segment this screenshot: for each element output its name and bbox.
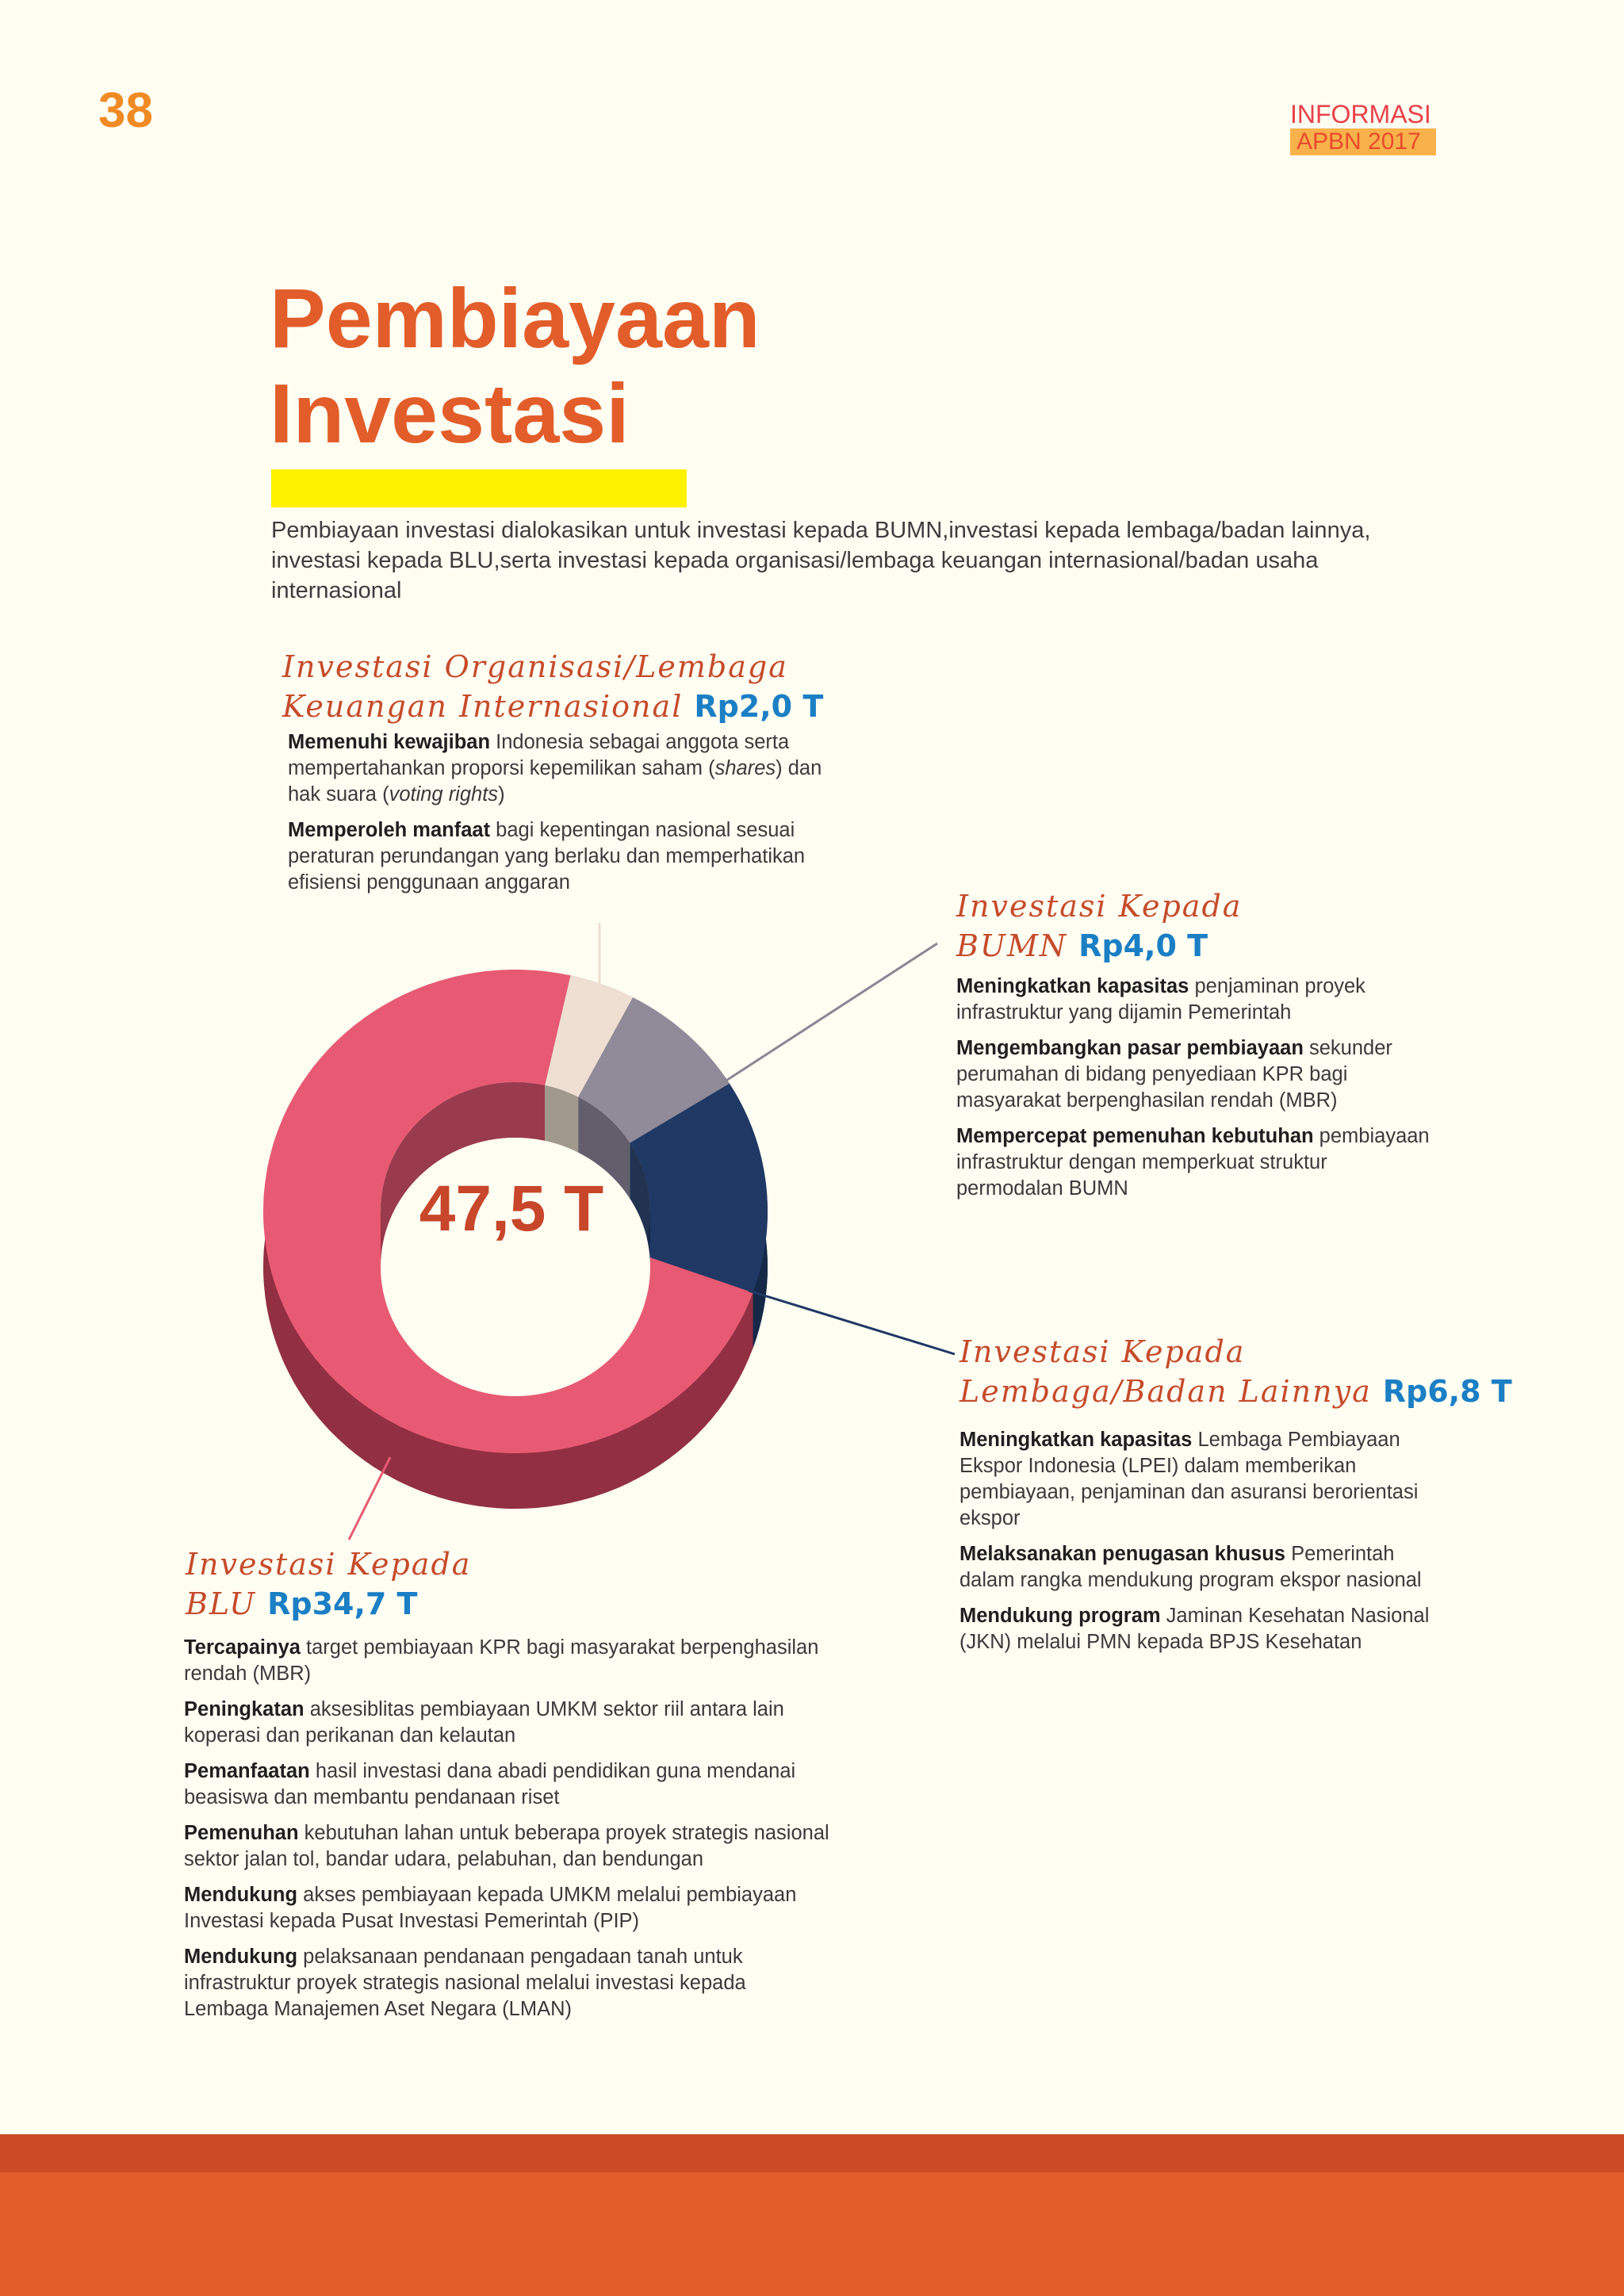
bullet-text: penjaminan proyek infrastruktur yang dijamin Pemerintah xyxy=(956,975,1365,1024)
chart-total-label: 47,5 T xyxy=(419,1173,604,1245)
amount-bumn: Rp4,0 T xyxy=(1078,928,1208,963)
bullet-text: aksesiblitas pembiayaan UMKM sektor riil antara lain koperasi dan perikanan dan kelautan xyxy=(184,1698,784,1747)
bullet-bold: Mempercepat pemenuhan kebutuhan xyxy=(956,1125,1314,1147)
bullet-text: Jaminan Kesehatan Nasional (JKN) melalui PMN kepada BPJS Kesehatan xyxy=(959,1605,1430,1653)
bullet-bold: Mengembangkan pasar pembiayaan xyxy=(956,1037,1304,1059)
bullet-text: pelaksanaan pendanaan pengadaan tanah untuk infrastruktur proyek strategis nasional melalui investasi kepada Lembaga Manajemen Aset Negara (LMAN) xyxy=(184,1946,746,2020)
bullet-text: akses pembiayaan kepada UMKM melalui pembiayaan Investasi kepada Pusat Investasi Pemerintah (PIP) xyxy=(184,1884,797,1932)
bullet-bold: Pemanfaatan xyxy=(184,1760,310,1782)
bullet-italic: shares xyxy=(714,757,776,779)
title-line-2: Investasi xyxy=(270,367,630,461)
bullet-text: Indonesia sebagai anggota serta mempertahankan proporsi kepemilikan saham ( xyxy=(288,731,790,779)
leader-line-bumn xyxy=(720,943,937,1085)
section-title-internasional-line-1: Investasi Organisasi/Lembaga xyxy=(282,649,788,684)
bullet-bold: Peningkatan xyxy=(184,1698,304,1720)
bullet-bold: Meningkatkan kapasitas xyxy=(956,975,1189,997)
bullet-bold: Mendukung program xyxy=(959,1605,1161,1627)
intro-paragraph: Pembiayaan investasi dialokasikan untuk investasi kepada BUMN,investasi kepada lembaga/badan lainnya, investasi kepada BLU,serta investasi kepada organisasi/lembaga keuangan internasional/badan usaha internasional xyxy=(271,518,1371,603)
leader-line-blu xyxy=(349,1457,390,1540)
bullet-bold: Memperoleh manfaat xyxy=(288,819,491,841)
bullet-bold: Pemenuhan xyxy=(184,1822,299,1844)
amount-internasional: Rp2,0 T xyxy=(694,689,824,724)
section-title-lainnya-line-2: Lembaga/Badan Lainnya xyxy=(959,1374,1372,1409)
bullet-text: ) xyxy=(498,783,505,806)
amount-blu: Rp34,7 T xyxy=(267,1586,418,1621)
bullet-italic: voting rights xyxy=(389,783,499,806)
brand-line-2: APBN 2017 xyxy=(1290,128,1436,155)
footer-band-dark xyxy=(0,2134,1624,2172)
bullet-bold: Meningkatkan kapasitas xyxy=(959,1429,1193,1451)
bullet-text: target pembiayaan KPR bagi masyarakat berpenghasilan rendah (MBR) xyxy=(184,1636,819,1685)
bullet-bold: Mendukung xyxy=(184,1946,298,1968)
bullet-text: Pemerintah dalam rangka mendukung program ekspor nasional xyxy=(959,1543,1422,1591)
bullet-text: kebutuhan lahan untuk beberapa proyek strategis nasional sektor jalan tol, bandar udara, pelabuhan, dan bendungan xyxy=(184,1822,829,1870)
footer-band xyxy=(0,2172,1624,2296)
bullet-bold: Memenuhi kewajiban xyxy=(288,731,491,753)
bullet-text: ) dan hak suara ( xyxy=(288,757,822,806)
section-title-internasional-line-2: Keuangan Internasional xyxy=(282,689,684,724)
bullet-text: sekunder perumahan di bidang penyediaan KPR bagi masyarakat berpenghasilan rendah (MBR) xyxy=(956,1037,1392,1112)
amount-lainnya: Rp6,8 T xyxy=(1382,1374,1512,1409)
section-title-bumn-line-2: BUMN xyxy=(956,928,1068,963)
section-title-bumn-line-1: Investasi Kepada xyxy=(956,889,1243,924)
brand-line-1: INFORMASI xyxy=(1290,100,1431,128)
bullet-bold: Melaksanakan penugasan khusus xyxy=(959,1543,1285,1565)
bullet-text: Lembaga Pembiayaan Ekspor Indonesia (LPEI) dalam memberikan pembiayaan, penjaminan dan asuransi berorientasi ekspor xyxy=(959,1429,1419,1529)
leader-line-lainnya xyxy=(749,1291,955,1354)
bullet-bold: Tercapainya xyxy=(184,1636,301,1659)
page-number: 38 xyxy=(98,83,153,138)
bullet-text: bagi kepentingan nasional sesuai peraturan perundangan yang berlaku dan memperhatikan efisiensi penggunaan anggaran xyxy=(288,819,806,894)
bullet-text: hasil investasi dana abadi pendidikan guna mendanai beasiswa dan membantu pendanaan riset xyxy=(184,1760,796,1808)
section-title-lainnya-line-1: Investasi Kepada xyxy=(959,1334,1246,1369)
bullet-bold: Mendukung xyxy=(184,1884,298,1906)
section-title-blu-line-1: Investasi Kepada xyxy=(186,1547,472,1582)
title-line-1: Pembiayaan xyxy=(270,272,760,365)
bullet-text: pembiayaan infrastruktur dengan memperkuat struktur permodalan BUMN xyxy=(956,1125,1430,1200)
section-title-blu-line-2: BLU xyxy=(186,1586,257,1621)
